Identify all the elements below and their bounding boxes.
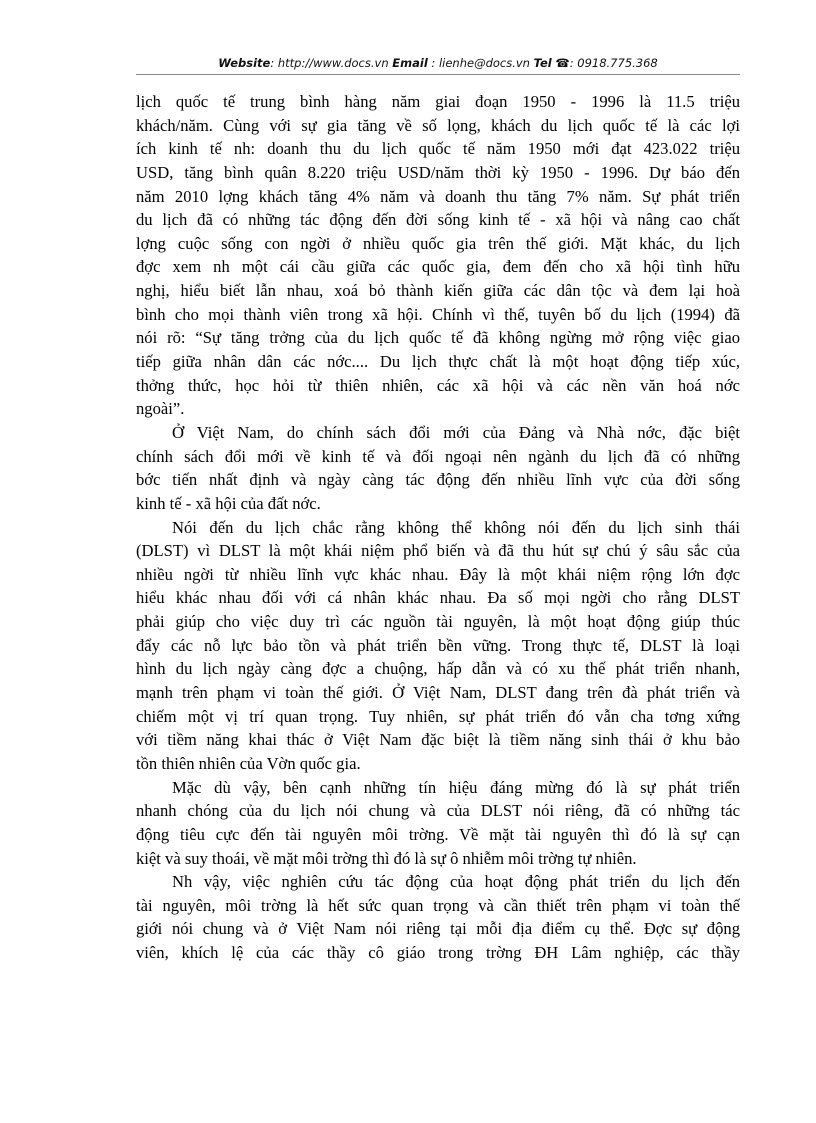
paragraph [136, 870, 740, 965]
text-line: với tiềm năng khai thác ở Việt Nam đặc biệt là tiềm năng sinh thái ở khu bảo [136, 730, 740, 750]
email-label: Email [392, 56, 428, 70]
text-line: lợng cuộc sống con ngời ở nhiều quốc gia trên thế giới. Mặt khác, du lịch [136, 233, 740, 253]
text-line: du lịch đã có những tác động đến đời sống kinh tế - xã hội và nâng cao chất [136, 210, 740, 230]
text-line: chính sách đổi mới về kinh tế và đối ngoại nên ngành du lịch đã có những [136, 446, 740, 466]
text-line: thởng thức, học hỏi từ thiên nhiên, các xã hội và các nền văn hoá nớc [136, 375, 740, 395]
text-line: khách/năm. Cùng với sự gia tăng về số lọng, khách du lịch quốc tế là các lợi [136, 115, 740, 135]
text-line: Nh vậy, việc nghiên cứu tác động của hoạt động phát triển du lịch đến [172, 872, 740, 892]
text-line: động tiêu cực đến tài nguyên môi trờng. Về mặt tài nguyên thì đó là sự cạn [136, 824, 740, 844]
paragraph [136, 516, 740, 776]
website-label: Website [218, 56, 271, 70]
text-line: đẩy các nỗ lực bảo tồn và phát triển bền vững. Trong thực tế, DLST là loại [136, 635, 740, 655]
header-divider [136, 74, 740, 75]
paragraph [136, 776, 740, 871]
text-line: bình cho mọi thành viên trong xã hội. Chính vì thế, tuyên bố du lịch (1994) đã [136, 304, 740, 324]
website-value: : http://www.docs.vn [270, 56, 389, 70]
text-line: kiệt và suy thoái, về mặt môi trờng thì đó là sự ô nhiễm môi trờng tự nhiên. [136, 848, 637, 868]
text-line: Mặc dù vậy, bên cạnh những tín hiệu đáng mừng đó là sự phát triển [172, 777, 740, 797]
text-line: nói rõ: “Sự tăng trởng của du lịch quốc tế đã không ngừng mở rộng việc giao [136, 328, 740, 348]
text-line: đợc xem nh một cái cầu giữa các quốc gia, đem đến cho xã hội tình hữu [136, 257, 740, 277]
email-value: : lienhe@docs.vn [431, 56, 530, 70]
text-line: lịch quốc tế trung bình hàng năm giai đoạn 1950 - 1996 là 11.5 triệu [136, 92, 740, 111]
phone-icon: ☎ [555, 56, 570, 70]
text-line: ích kinh tế nh: doanh thu du lịch quốc tế năm 1950 mới đạt 423.022 triệu [136, 139, 740, 159]
text-line: phải giúp cho việc duy trì các nguồn tài nguyên, là một hoạt động giúp thúc [136, 612, 740, 632]
tel-value: : 0918.775.368 [569, 56, 658, 70]
text-line: nhiều ngời từ nhiều lĩnh vực khác nhau. Đây là một khái niệm rộng lớn đợc [136, 564, 740, 584]
text-line: mạnh trên phạm vi toàn thế giới. Ở Việt Nam, DLST đang trên đà phát triển và [136, 683, 740, 703]
text-line: hiểu khác nhau đối với cá nhân khác nhau. Đa số mọi ngời cho rằng DLST [136, 588, 740, 608]
body-text [136, 90, 740, 965]
text-line: nghị, hiểu biết lẫn nhau, xoá bỏ thành kiến giữa các dân tộc và đem lại hoà [136, 281, 740, 301]
text-line: tài nguyên, môi trờng là hết sức quan trọng và cần thiết trên phạm vi toàn thế [136, 895, 740, 915]
paragraph [136, 90, 740, 421]
text-line: tiếp giữa nhân dân các nớc.... Du lịch thực chất là một hoạt động tiếp xúc, [136, 352, 740, 372]
text-line: Nói đến du lịch chắc rằng không thể không nói đến du lịch sinh thái [172, 517, 740, 537]
paragraph [136, 421, 740, 516]
text-line: năm 2010 lợng khách tăng 4% năm và doanh thu tăng 7% năm. Sự phát triển [136, 186, 740, 206]
tel-label: Tel [533, 56, 552, 70]
text-line: bớc tiến nhất định và ngày càng tác động đến nhiều lĩnh vực của đời sống [136, 470, 740, 490]
text-line: kinh tế - xã hội của đất nớc. [136, 493, 321, 513]
text-line: Ở Việt Nam, do chính sách đổi mới của Đảng và Nhà nớc, đặc biệt [172, 422, 740, 442]
text-line: USD, tăng bình quân 8.220 triệu USD/năm thời kỳ 1950 - 1996. Dự báo đến [136, 162, 740, 182]
text-line: ngoài”. [136, 399, 185, 419]
text-line: hình du lịch ngày càng đợc a chuộng, hấp dẫn và có xu thế phát triển nhanh, [136, 659, 740, 679]
text-line: tồn thiên nhiên của Vờn quốc gia. [136, 753, 361, 773]
text-line: chiếm một vị trí quan trọng. Tuy nhiên, sự phát triển đó vẫn cha tơng xứng [136, 706, 740, 726]
page-header [136, 56, 740, 70]
text-line: nhanh chóng của du lịch nói chung và của DLST nói riêng, đã có những tác [136, 801, 740, 821]
text-line: viên, khích lệ của các thầy cô giáo trong trờng ĐH Lâm nghiệp, các thầy [136, 943, 740, 963]
text-line: giới nói chung và ở Việt Nam nói riêng tại mỗi địa điểm cụ thể. Đợc sự động [136, 919, 740, 939]
text-line: (DLST) vì DLST là một khái niệm phổ biến và đã thu hút sự chú ý sâu sắc của [136, 541, 740, 561]
